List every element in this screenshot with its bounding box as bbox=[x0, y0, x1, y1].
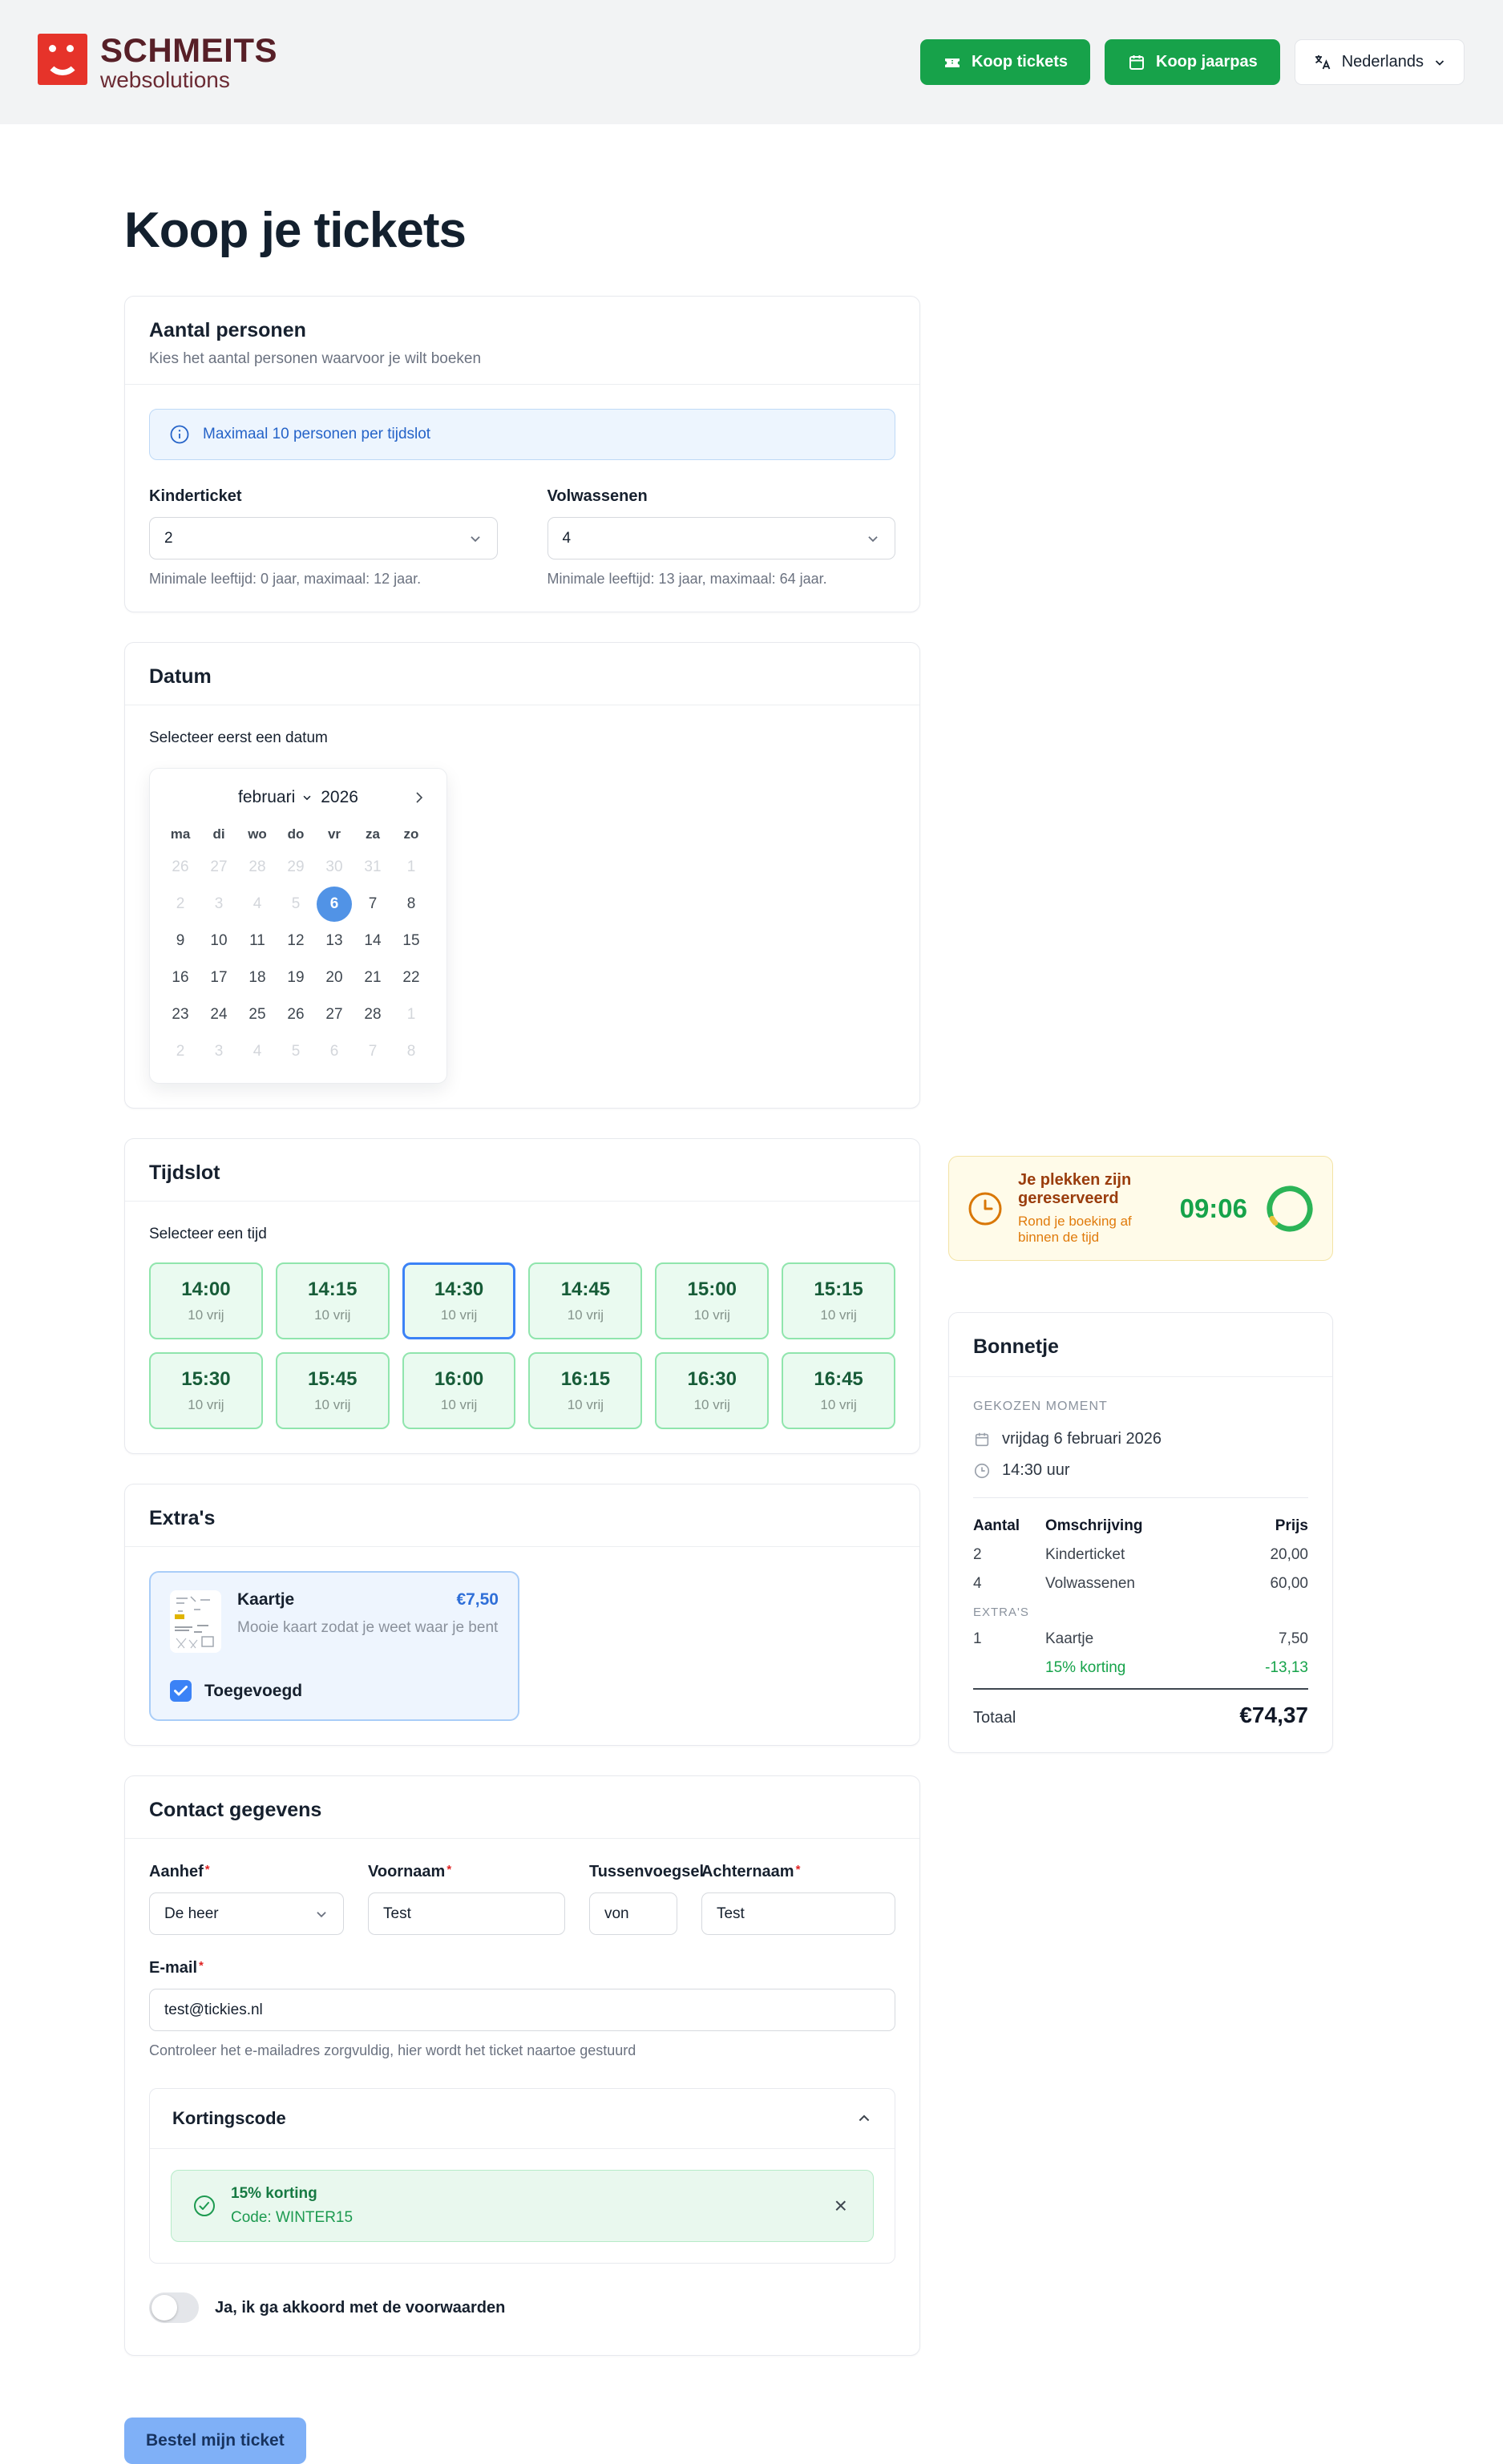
calendar-day[interactable]: 11 bbox=[249, 932, 265, 949]
kinderticket-select[interactable]: 2 bbox=[149, 517, 498, 559]
aanhef-select[interactable]: De heer bbox=[149, 1892, 344, 1935]
receipt-extras-label: EXTRA'S bbox=[973, 1606, 1029, 1619]
receipt-table-header: Aantal Omschrijving Prijs bbox=[973, 1517, 1308, 1534]
terms-label: Ja, ik ga akkoord met de voorwaarden bbox=[215, 2298, 506, 2317]
buy-tickets-button[interactable]: Koop tickets bbox=[920, 39, 1090, 85]
receipt-title: Bonnetje bbox=[973, 1335, 1059, 1358]
calendar-day: 2 bbox=[176, 1043, 185, 1060]
calendar-day[interactable]: 10 bbox=[210, 932, 228, 949]
translate-icon bbox=[1313, 53, 1332, 72]
timeslot-button[interactable]: 15:30 10 vrij bbox=[149, 1352, 263, 1429]
persons-card bbox=[124, 296, 920, 612]
timeslot-title: Tijdslot bbox=[149, 1161, 220, 1184]
tussenvoegsel-label: Tussenvoegsel bbox=[588, 1863, 705, 1880]
calendar-day: 7 bbox=[368, 1043, 378, 1060]
extra-thumbnail-image bbox=[170, 1590, 221, 1653]
extra-name: Kaartje bbox=[237, 1590, 295, 1609]
reservation-title: Je plekken zijn gereserveerd bbox=[1018, 1171, 1132, 1207]
persons-title: Aantal personen bbox=[149, 319, 306, 341]
calendar-day-selected[interactable]: 6 bbox=[315, 886, 354, 923]
reservation-timer: 09:06 bbox=[1179, 1193, 1247, 1223]
calendar-weekday: wo bbox=[248, 826, 267, 842]
date-title: Datum bbox=[149, 665, 212, 688]
tussenvoegsel-input[interactable] bbox=[589, 1892, 677, 1935]
email-helper: Controleer het e-mailadres zorgvuldig, hier wordt het ticket naartoe gestuurd bbox=[149, 2042, 636, 2058]
contact-title: Contact gegevens bbox=[149, 1799, 322, 1821]
reservation-subtitle: Rond je boeking af binnen de tijd bbox=[1018, 1214, 1132, 1245]
calendar-weekday: do bbox=[287, 826, 305, 842]
calendar-year: 2026 bbox=[321, 788, 358, 806]
calendar-icon bbox=[973, 1431, 991, 1448]
reservation-banner bbox=[948, 1156, 1333, 1261]
page-title: Koop je tickets bbox=[124, 203, 466, 258]
clock-icon bbox=[967, 1190, 1004, 1227]
remove-discount-button[interactable]: × bbox=[834, 2193, 847, 2218]
calendar-day[interactable]: 22 bbox=[402, 969, 420, 986]
calendar-next-month-button[interactable] bbox=[408, 786, 430, 813]
calendar-day[interactable]: 20 bbox=[325, 969, 343, 986]
calendar bbox=[149, 768, 447, 1084]
calendar-day[interactable]: 9 bbox=[176, 932, 185, 949]
discount-line1: 15% korting bbox=[231, 2185, 317, 2202]
receipt-discount-row: 15% korting -13,13 bbox=[1045, 1659, 1308, 1676]
brand-name: SCHMEITS bbox=[100, 30, 278, 69]
calendar-day: 29 bbox=[287, 858, 305, 875]
kinderticket-helper: Minimale leeftijd: 0 jaar, maximaal: 12 jaar. bbox=[149, 571, 422, 587]
calendar-day: 3 bbox=[214, 895, 224, 912]
calendar-day: 30 bbox=[325, 858, 343, 875]
brand-logo[interactable] bbox=[38, 30, 278, 92]
calendar-day[interactable]: 25 bbox=[248, 1006, 266, 1023]
calendar-month-select[interactable]: februari bbox=[238, 788, 313, 807]
chevron-up-icon[interactable] bbox=[856, 2111, 872, 2127]
timeslot-button[interactable]: 14:15 10 vrij bbox=[276, 1262, 390, 1339]
calendar-day: 8 bbox=[406, 1043, 416, 1060]
calendar-day[interactable]: 13 bbox=[325, 932, 343, 949]
receipt-card bbox=[948, 1312, 1333, 1753]
calendar-day: 4 bbox=[253, 1043, 262, 1060]
calendar-day: 28 bbox=[248, 858, 266, 875]
calendar-day[interactable]: 23 bbox=[172, 1006, 189, 1023]
timeslot-button[interactable]: 16:00 10 vrij bbox=[402, 1352, 516, 1429]
achternaam-label: Achternaam * bbox=[701, 1863, 895, 1881]
extra-price: €7,50 bbox=[456, 1590, 499, 1609]
calendar-icon bbox=[1127, 53, 1146, 72]
receipt-total-value: €74,37 bbox=[1239, 1703, 1308, 1727]
calendar-day: 27 bbox=[210, 858, 228, 875]
receipt-row: 2 Kinderticket 20,00 bbox=[973, 1546, 1308, 1563]
order-ticket-button[interactable]: Bestel mijn ticket bbox=[124, 2418, 306, 2464]
timeslot-button[interactable]: 14:45 10 vrij bbox=[528, 1262, 642, 1339]
extra-description: Mooie kaart zodat je weet waar je bent bbox=[237, 1619, 499, 1636]
max-persons-alert: Maximaal 10 personen per tijdslot bbox=[149, 409, 895, 460]
calendar-day: 3 bbox=[214, 1043, 224, 1060]
voornaam-input[interactable] bbox=[368, 1892, 565, 1935]
calendar-day[interactable]: 7 bbox=[368, 895, 378, 912]
date-card bbox=[124, 642, 920, 1109]
timeslot-button-selected[interactable]: 14:30 10 vrij bbox=[402, 1262, 516, 1339]
chevron-down-icon bbox=[468, 531, 483, 546]
brand-subtitle: websolutions bbox=[100, 67, 230, 92]
extras-card bbox=[124, 1484, 920, 1746]
volwassenen-label: Volwassenen bbox=[547, 487, 648, 505]
chevron-down-icon bbox=[314, 1907, 329, 1921]
calendar-weekday: vr bbox=[327, 826, 341, 842]
voornaam-label: Voornaam * bbox=[368, 1863, 565, 1881]
volwassenen-select[interactable]: 4 bbox=[547, 517, 896, 559]
calendar-day: 26 bbox=[172, 858, 189, 875]
calendar-day[interactable]: 21 bbox=[364, 969, 382, 986]
chevron-right-icon bbox=[411, 790, 427, 806]
chosen-date-row: vrijdag 6 februari 2026 bbox=[973, 1430, 1308, 1448]
discount-applied-box bbox=[171, 2170, 874, 2242]
aanhef-label: Aanhef * bbox=[149, 1863, 344, 1881]
receipt-extra-row: 1 Kaartje 7,50 bbox=[973, 1630, 1308, 1647]
calendar-day: 6 bbox=[329, 1043, 339, 1060]
calendar-day[interactable]: 15 bbox=[402, 932, 420, 949]
calendar-day: 1 bbox=[406, 858, 416, 875]
calendar-day[interactable]: 16 bbox=[172, 969, 189, 986]
timeslot-button[interactable]: 14:00 10 vrij bbox=[149, 1262, 263, 1339]
timeslot-button[interactable]: 16:45 10 vrij bbox=[782, 1352, 895, 1429]
extra-item-kaartje[interactable] bbox=[149, 1571, 519, 1721]
calendar-weekday: za bbox=[366, 826, 380, 842]
extras-title: Extra's bbox=[149, 1507, 216, 1529]
chosen-time-row: 14:30 uur bbox=[973, 1461, 1308, 1480]
timeslot-button[interactable]: 15:45 10 vrij bbox=[276, 1352, 390, 1429]
calendar-weekday: zo bbox=[403, 826, 419, 842]
calendar-day[interactable]: 17 bbox=[210, 969, 228, 986]
calendar-day[interactable]: 18 bbox=[248, 969, 266, 986]
clock-icon bbox=[973, 1462, 991, 1480]
calendar-day: 31 bbox=[364, 858, 382, 875]
kinderticket-label: Kinderticket bbox=[149, 487, 242, 505]
volwassenen-helper: Minimale leeftijd: 13 jaar, maximaal: 64 jaar. bbox=[547, 571, 827, 587]
timer-progress-ring bbox=[1265, 1184, 1315, 1234]
terms-toggle[interactable] bbox=[149, 2292, 199, 2323]
chevron-down-icon bbox=[301, 792, 313, 803]
persons-subtitle: Kies het aantal personen waarvoor je wilt boeken bbox=[149, 350, 482, 367]
info-icon bbox=[169, 424, 190, 445]
timeslot-subtitle: Selecteer een tijd bbox=[149, 1226, 267, 1242]
chosen-moment-label: GEKOZEN MOMENT bbox=[973, 1400, 1108, 1413]
contact-card bbox=[124, 1775, 920, 2356]
calendar-day[interactable]: 24 bbox=[210, 1006, 228, 1023]
calendar-day[interactable]: 26 bbox=[287, 1006, 305, 1023]
check-circle-icon bbox=[192, 2194, 216, 2218]
email-label: E-mail * bbox=[149, 1959, 895, 1977]
discount-card bbox=[149, 2088, 895, 2264]
calendar-day[interactable]: 28 bbox=[364, 1006, 382, 1023]
calendar-day: 2 bbox=[176, 895, 185, 912]
language-selector[interactable]: Nederlands bbox=[1295, 39, 1465, 85]
calendar-day[interactable]: 14 bbox=[364, 932, 382, 949]
calendar-day: 5 bbox=[291, 1043, 301, 1060]
timeslot-button[interactable]: 15:15 10 vrij bbox=[782, 1262, 895, 1339]
chevron-down-icon bbox=[1433, 56, 1446, 69]
achternaam-input[interactable] bbox=[701, 1892, 895, 1935]
receipt-total-row: Totaal €74,37 bbox=[973, 1688, 1308, 1728]
calendar-weekday: di bbox=[212, 826, 225, 842]
calendar-day: 5 bbox=[291, 895, 301, 912]
calendar-weekday: ma bbox=[170, 826, 191, 842]
calendar-day: 1 bbox=[406, 1006, 416, 1023]
check-icon bbox=[174, 1686, 188, 1696]
extra-checkbox-label: Toegevoegd bbox=[204, 1681, 303, 1700]
email-input[interactable] bbox=[149, 1989, 895, 2031]
timeslot-card bbox=[124, 1138, 920, 1454]
discount-title: Kortingscode bbox=[172, 2108, 286, 2128]
timeslot-button[interactable]: 16:15 10 vrij bbox=[528, 1352, 642, 1429]
app-header bbox=[0, 0, 1503, 124]
ticket-icon bbox=[943, 53, 962, 72]
calendar-day[interactable]: 27 bbox=[325, 1006, 343, 1023]
extra-checkbox[interactable] bbox=[170, 1680, 192, 1702]
timeslot-button[interactable]: 15:00 10 vrij bbox=[655, 1262, 769, 1339]
timeslot-button[interactable]: 16:30 10 vrij bbox=[655, 1352, 769, 1429]
calendar-day[interactable]: 8 bbox=[406, 895, 416, 912]
calendar-day[interactable]: 12 bbox=[287, 932, 305, 949]
calendar-day[interactable]: 19 bbox=[287, 969, 305, 986]
date-subtitle: Selecteer eerst een datum bbox=[149, 729, 328, 746]
smiley-logo-icon bbox=[38, 34, 87, 85]
discount-line2: Code: WINTER15 bbox=[231, 2209, 354, 2226]
buy-yearpass-button[interactable]: Koop jaarpas bbox=[1105, 39, 1280, 85]
receipt-row: 4 Volwassenen 60,00 bbox=[973, 1575, 1308, 1592]
chevron-down-icon bbox=[866, 531, 880, 546]
calendar-day: 4 bbox=[253, 895, 262, 912]
